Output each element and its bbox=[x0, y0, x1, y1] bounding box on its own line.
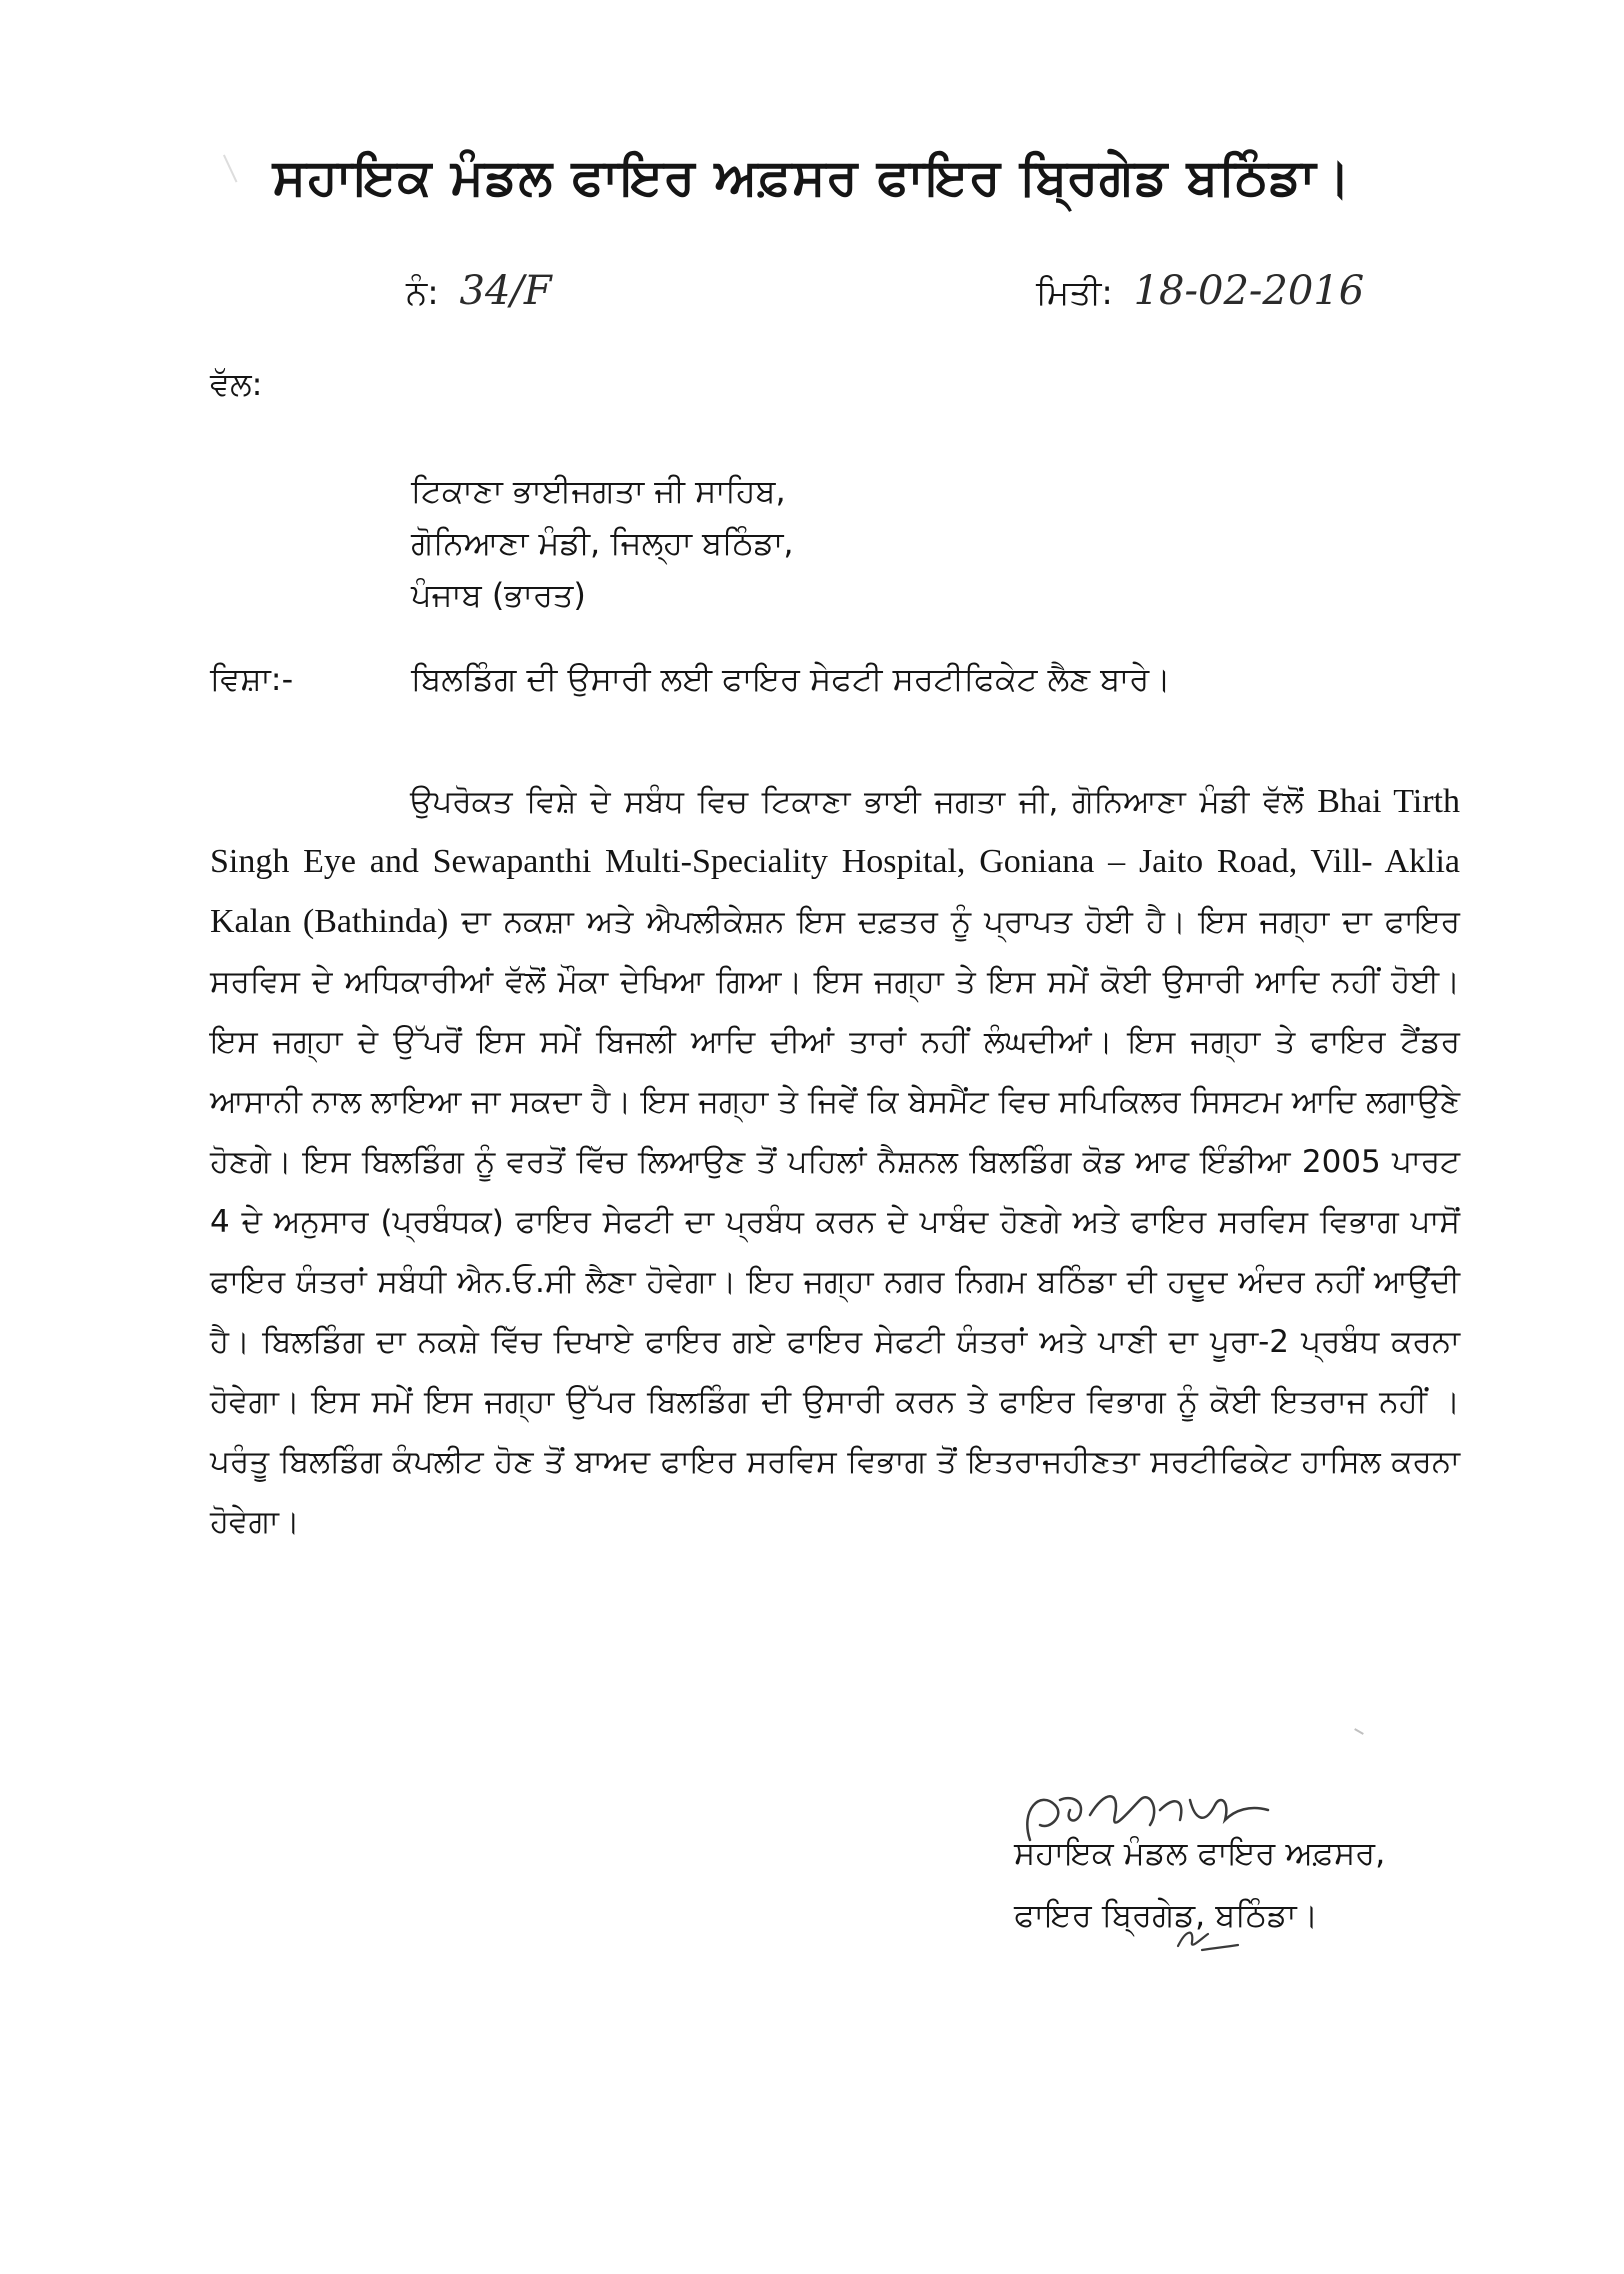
reference-number-value: 34/F bbox=[459, 268, 552, 314]
recipient-address bbox=[411, 465, 794, 621]
body-text-hospital: Bhai Tirth Singh Eye and Sewapanthi Multi-Speciality Hospital, Goniana – Jaito Road, Vill- Aklia Kalan (Bathinda) bbox=[210, 783, 1461, 940]
body-text-part1: ਉਪਰੋਕਤ ਵਿਸ਼ੇ ਦੇ ਸਬੰਧ ਵਿਚ ਟਿਕਾਣਾ ਭਾਈ ਜਗਤਾ ਜੀ, ਗੋਨਿਆਣਾ ਮੰਡੀ ਵੱਲੋਂ bbox=[410, 784, 1304, 820]
subject-label: ਵਿਸ਼ਾ:- bbox=[210, 660, 294, 698]
letterhead-title: ਸਹਾਇਕ ਮੰਡਲ ਫਾਇਰ ਅਫ਼ਸਰ ਫਾਇਰ ਬ੍ਰਿਗੇਡ ਬਠਿੰਡਾ। bbox=[272, 148, 1352, 206]
initials-scribble-icon bbox=[1172, 1920, 1242, 1956]
signatory-office: ਫਾਇਰ ਬ੍ਰਿਗੇਡ, ਬਠਿੰਡਾ। bbox=[1014, 1896, 1319, 1934]
to-label: ਵੱਲ: bbox=[210, 365, 263, 403]
reference-number bbox=[406, 268, 552, 314]
letter-date bbox=[1036, 268, 1364, 314]
letter-body bbox=[210, 772, 1460, 1552]
address-line: ਪੰਜਾਬ (ਭਾਰਤ) bbox=[411, 576, 586, 614]
subject-text: ਬਿਲਡਿੰਗ ਦੀ ਉਸਾਰੀ ਲਈ ਫਾਇਰ ਸੇਫਟੀ ਸਰਟੀਫਿਕੇਟ ਲੈਣ ਬਾਰੇ। bbox=[411, 660, 1171, 698]
date-value: 18-02-2016 bbox=[1133, 268, 1365, 314]
body-text-part3: ਦਾ ਨਕਸ਼ਾ ਅਤੇ ਐਪਲੀਕੇਸ਼ਨ ਇਸ ਦਫ਼ਤਰ ਨੂੰ ਪ੍ਰਾਪਤ ਹੋਈ ਹੈ। ਇਸ ਜਗ੍ਹਾ ਦਾ ਫਾਇਰ ਸਰਵਿਸ ਦੇ ਅਧਿਕਾਰੀਆਂ ਵੱਲੋਂ ਮੌਕਾ ਦੇਖਿਆ ਗਿਆ। ਇਸ ਜਗ੍ਹਾ ਤੇ ਇਸ ਸਮੇਂ ਕੋਈ ਉਸਾਰੀ ਆਦਿ ਨਹੀਂ ਹੋਈ। ਇਸ ਜਗ੍ਹਾ ਦੇ ਉੱਪਰੋਂ ਇਸ ਸਮੇਂ ਬਿਜਲੀ ਆਦਿ ਦੀਆਂ ਤਾਰਾਂ ਨਹੀਂ ਲੰਘਦੀਆਂ। ਇਸ ਜਗ੍ਹਾ ਤੇ ਫਾਇਰ ਟੈਂਡਰ ਆਸਾਨੀ ਨਾਲ ਲਾਇਆ ਜਾ ਸਕਦਾ ਹੈ। ਇਸ ਜਗ੍ਹਾ ਤੇ ਜਿਵੇਂ ਕਿ ਬੇਸਮੈਂਟ ਵਿਚ ਸਪਿਕਿਲਰ ਸਿਸਟਮ ਆਦਿ ਲਗਾਉਣੇ ਹੋਣਗੇ। ਇਸ ਬਿਲਡਿੰਗ ਨੂੰ ਵਰਤੋਂ ਵਿੱਚ ਲਿਆਉਣ ਤੋਂ ਪਹਿਲਾਂ ਨੈਸ਼ਨਲ ਬਿਲਡਿੰਗ ਕੋਡ ਆਫ ਇੰਡੀਆ 2005 ਪਾਰਟ 4 ਦੇ ਅਨੁਸਾਰ (ਪ੍ਰਬੰਧਕ) ਫਾਇਰ ਸੇਫਟੀ ਦਾ ਪ੍ਰਬੰਧ ਕਰਨ ਦੇ ਪਾਬੰਦ ਹੋਣਗੇ ਅਤੇ ਫਾਇਰ ਸਰਵਿਸ ਵਿਭਾਗ ਪਾਸੋਂ ਫਾਇਰ ਯੰਤਰਾਂ ਸਬੰਧੀ ਐਨ.ਓ.ਸੀ ਲੈਣਾ ਹੋਵੇਗਾ। ਇਹ ਜਗ੍ਹਾ ਨਗਰ ਨਿਗਮ ਬਠਿੰਡਾ ਦੀ ਹਦੂਦ ਅੰਦਰ ਨਹੀਂ ਆਉਂਦੀ ਹੈ। ਬਿਲਡਿੰਗ ਦਾ ਨਕਸ਼ੇ ਵਿੱਚ ਦਿਖਾਏ ਫਾਇਰ ਗਏ ਫਾਇਰ ਸੇਫਟੀ ਯੰਤਰਾਂ ਅਤੇ ਪਾਣੀ ਦਾ ਪੂਰਾ-2 ਪ੍ਰਬੰਧ ਕਰਨਾ ਹੋਵੇਗਾ। ਇਸ ਸਮੇਂ ਇਸ ਜਗ੍ਹਾ ਉੱਪਰ ਬਿਲਡਿੰਗ ਦੀ ਉਸਾਰੀ ਕਰਨ ਤੇ ਫਾਇਰ ਵਿਭਾਗ ਨੂੰ ਕੋਈ ਇਤਰਾਜ ਨਹੀਂ । ਪਰੰਤੂ ਬਿਲਡਿੰਗ ਕੰਪਲੀਟ ਹੋਣ ਤੋਂ ਬਾਅਦ ਫਾਇਰ ਸਰਵਿਸ ਵਿਭਾਗ ਤੋਂ ਇਤਰਾਜਹੀਣਤਾ ਸਰਟੀਫਿਕੇਟ ਹਾਸਿਲ ਕਰਨਾ ਹੋਵੇਗਾ। bbox=[210, 904, 1460, 1540]
date-label: ਮਿਤੀ: bbox=[1036, 273, 1113, 313]
signatory-title: ਸਹਾਇਕ ਮੰਡਲ ਫਾਇਰ ਅਫ਼ਸਰ, bbox=[1014, 1834, 1386, 1872]
address-line: ਟਿਕਾਣਾ ਭਾਈਜਗਤਾ ਜੀ ਸਾਹਿਬ, bbox=[411, 472, 786, 510]
address-line: ਗੋਨਿਆਣਾ ਮੰਡੀ, ਜਿਲ੍ਹਾ ਬਠਿੰਡਾ, bbox=[411, 524, 794, 562]
reference-number-label: ਨੰ: bbox=[406, 273, 439, 313]
scan-speck bbox=[1350, 1728, 1364, 1742]
